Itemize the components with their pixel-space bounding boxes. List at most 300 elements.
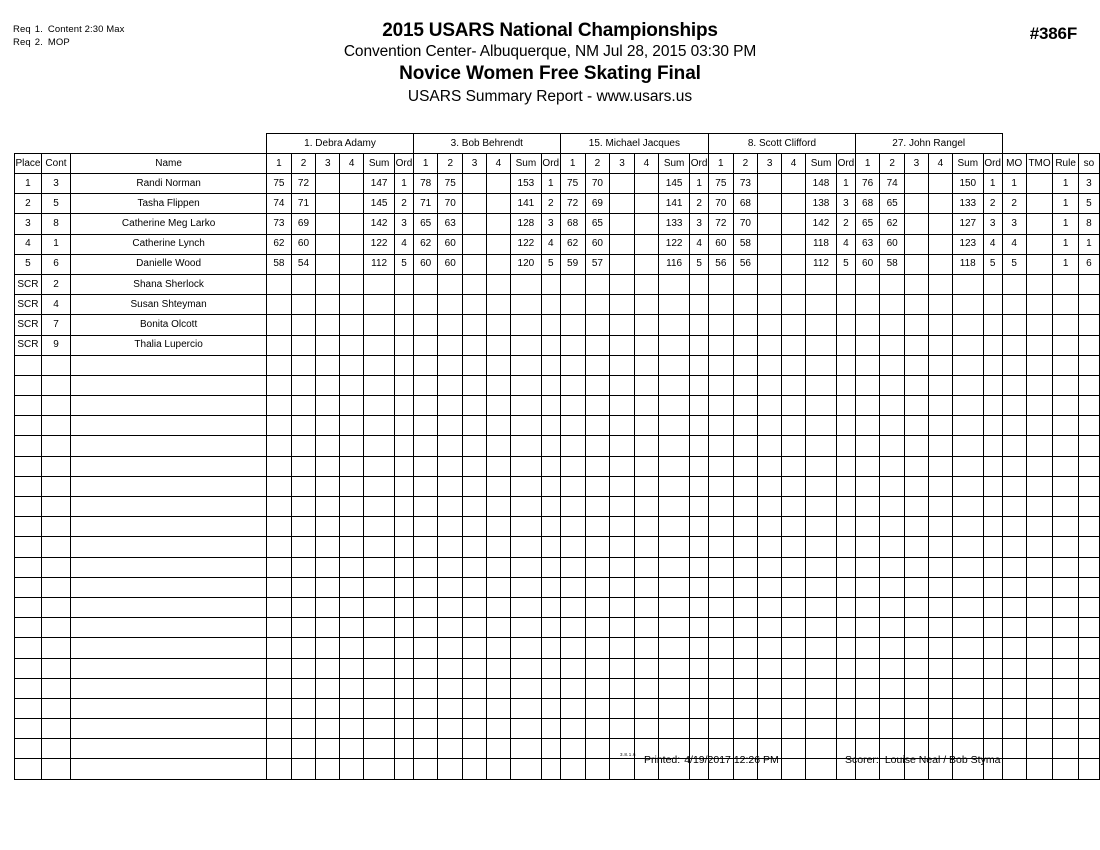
cell-j1-s3	[316, 194, 340, 214]
cell-place: 5	[15, 254, 42, 274]
judge-header-2: 3. Bob Behrendt	[413, 134, 560, 154]
cell-j5-s2: 74	[880, 174, 905, 194]
cell-empty	[836, 416, 855, 436]
cell-empty	[659, 557, 690, 577]
cell-j2-s3	[463, 315, 487, 335]
cell-cont: 1	[41, 234, 70, 254]
printed-stamp	[644, 754, 779, 766]
cell-j3-s4	[634, 315, 658, 335]
cell-empty	[758, 577, 782, 597]
cell-empty	[733, 537, 758, 557]
table-row-empty[interactable]	[15, 638, 1100, 658]
cell-empty	[438, 698, 463, 718]
cell-j5-ord	[983, 274, 1002, 294]
cell-empty	[438, 739, 463, 759]
cell-empty	[782, 739, 806, 759]
cell-empty	[952, 476, 983, 496]
cell-empty	[71, 759, 267, 779]
cell-empty	[413, 638, 438, 658]
cell-j5-ord: 1	[983, 174, 1002, 194]
cell-empty	[316, 557, 340, 577]
cell-empty	[560, 719, 585, 739]
cell-j5-s2	[880, 315, 905, 335]
cell-j2-s2: 60	[438, 254, 463, 274]
col-header-so: so	[1078, 154, 1099, 174]
cell-j1-s1: 75	[267, 174, 292, 194]
cell-j5-sum: 118	[952, 254, 983, 274]
cell-empty	[438, 638, 463, 658]
cell-j5-sum	[952, 335, 983, 355]
cell-j2-s1	[413, 335, 438, 355]
requirement-number: 2.	[34, 36, 43, 48]
col-header-j1-ord: Ord	[395, 154, 414, 174]
table-row-empty[interactable]	[15, 375, 1100, 395]
cell-j2-s1: 78	[413, 174, 438, 194]
cell-empty	[806, 436, 837, 456]
cell-empty	[610, 436, 634, 456]
cell-empty	[659, 618, 690, 638]
cell-j2-s4	[486, 274, 510, 294]
cell-j3-s2: 70	[585, 174, 610, 194]
cell-j1-ord: 3	[395, 214, 414, 234]
cell-empty	[316, 739, 340, 759]
cell-cont: 8	[41, 214, 70, 234]
judge-band-spacer	[15, 134, 267, 154]
cell-j1-s3	[316, 214, 340, 234]
cell-j2-s4	[486, 194, 510, 214]
cell-place: SCR	[15, 315, 42, 335]
cell-empty	[1026, 355, 1053, 375]
table-row-empty[interactable]	[15, 577, 1100, 597]
cell-empty	[1053, 719, 1079, 739]
cell-empty	[41, 719, 70, 739]
cell-empty	[267, 577, 292, 597]
table-row-empty[interactable]	[15, 537, 1100, 557]
cell-j4-sum: 148	[806, 174, 837, 194]
cell-empty	[634, 416, 658, 436]
cell-j2-ord: 4	[541, 234, 560, 254]
cell-rule	[1053, 274, 1079, 294]
cell-j1-s2	[291, 335, 316, 355]
cell-empty	[15, 355, 42, 375]
cell-empty	[758, 497, 782, 517]
cell-j1-sum: 112	[364, 254, 395, 274]
table-row-empty[interactable]	[15, 597, 1100, 617]
cell-j3-sum: 141	[659, 194, 690, 214]
cell-empty	[1053, 456, 1079, 476]
cell-empty	[541, 618, 560, 638]
printed-label: Printed:	[644, 754, 681, 766]
cell-empty	[15, 658, 42, 678]
cell-empty	[340, 537, 364, 557]
cell-empty	[1002, 396, 1026, 416]
cell-empty	[364, 537, 395, 557]
cell-empty	[340, 497, 364, 517]
cell-empty	[709, 597, 734, 617]
cell-empty	[880, 618, 905, 638]
cell-empty	[316, 618, 340, 638]
cell-empty	[952, 456, 983, 476]
cell-empty	[486, 698, 510, 718]
cell-empty	[71, 698, 267, 718]
table-row-empty[interactable]	[15, 719, 1100, 739]
cell-empty	[510, 638, 541, 658]
cell-empty	[71, 436, 267, 456]
col-header-j1-4: 4	[340, 154, 364, 174]
cell-empty	[1026, 618, 1053, 638]
cell-empty	[541, 557, 560, 577]
cell-empty	[560, 355, 585, 375]
cell-empty	[41, 698, 70, 718]
cell-j4-s1: 72	[709, 214, 734, 234]
cell-empty	[486, 638, 510, 658]
cell-empty	[782, 476, 806, 496]
cell-empty	[15, 739, 42, 759]
cell-empty	[364, 476, 395, 496]
cell-j2-s3	[463, 295, 487, 315]
cell-empty	[904, 638, 928, 658]
cell-empty	[690, 658, 709, 678]
cell-empty	[904, 577, 928, 597]
cell-empty	[690, 355, 709, 375]
col-header-j3-3: 3	[610, 154, 634, 174]
cell-j4-ord	[836, 274, 855, 294]
cell-j1-ord: 2	[395, 194, 414, 214]
cell-j3-s1	[560, 295, 585, 315]
cell-j1-s2: 71	[291, 194, 316, 214]
cell-j4-s2: 73	[733, 174, 758, 194]
cell-empty	[782, 658, 806, 678]
cell-empty	[758, 597, 782, 617]
cell-empty	[15, 759, 42, 779]
cell-j5-s1	[855, 295, 880, 315]
cell-empty	[758, 557, 782, 577]
cell-j5-sum: 123	[952, 234, 983, 254]
cell-empty	[438, 557, 463, 577]
cell-empty	[316, 537, 340, 557]
cell-cont: 5	[41, 194, 70, 214]
cell-empty	[983, 517, 1002, 537]
cell-empty	[952, 355, 983, 375]
cell-empty	[690, 375, 709, 395]
cell-empty	[395, 476, 414, 496]
cell-empty	[659, 396, 690, 416]
requirement-text: MOP	[47, 36, 70, 48]
cell-j5-s3	[904, 174, 928, 194]
cell-empty	[510, 698, 541, 718]
cell-empty	[585, 355, 610, 375]
cell-empty	[610, 456, 634, 476]
cell-empty	[463, 597, 487, 617]
cell-empty	[1053, 396, 1079, 416]
cell-j3-s2	[585, 295, 610, 315]
cell-empty	[928, 577, 952, 597]
cell-empty	[634, 436, 658, 456]
cell-empty	[610, 759, 634, 779]
table-row-empty[interactable]	[15, 456, 1100, 476]
cell-j5-s3	[904, 274, 928, 294]
cell-empty	[71, 476, 267, 496]
cell-empty	[71, 497, 267, 517]
cell-empty	[340, 658, 364, 678]
cell-empty	[340, 698, 364, 718]
cell-empty	[610, 638, 634, 658]
cell-empty	[15, 698, 42, 718]
requirement-label: Req	[13, 36, 31, 48]
cell-empty	[1078, 739, 1099, 759]
cell-empty	[1078, 497, 1099, 517]
cell-empty	[340, 355, 364, 375]
cell-empty	[659, 416, 690, 436]
cell-empty	[585, 597, 610, 617]
cell-empty	[71, 375, 267, 395]
cell-j1-s4	[340, 214, 364, 234]
cell-j2-s4	[486, 254, 510, 274]
cell-empty	[486, 456, 510, 476]
cell-j1-ord: 5	[395, 254, 414, 274]
cell-j4-s1	[709, 295, 734, 315]
cell-j2-ord	[541, 295, 560, 315]
cell-empty	[438, 759, 463, 779]
cell-empty	[806, 618, 837, 638]
cell-j5-s3	[904, 335, 928, 355]
cell-empty	[880, 678, 905, 698]
cell-empty	[733, 517, 758, 537]
cell-j4-sum: 112	[806, 254, 837, 274]
table-row-empty[interactable]	[15, 396, 1100, 416]
cell-empty	[1078, 719, 1099, 739]
cell-empty	[690, 678, 709, 698]
cell-empty	[1026, 476, 1053, 496]
cell-j3-s4	[634, 295, 658, 315]
table-row[interactable]	[15, 274, 1100, 294]
table-row[interactable]	[15, 254, 1100, 274]
cell-empty	[1078, 638, 1099, 658]
cell-empty	[316, 577, 340, 597]
cell-empty	[1002, 416, 1026, 436]
cell-empty	[15, 638, 42, 658]
cell-j3-s3	[610, 335, 634, 355]
cell-empty	[806, 739, 837, 759]
cell-empty	[71, 537, 267, 557]
cell-empty	[1002, 517, 1026, 537]
cell-so	[1078, 295, 1099, 315]
table-row-empty[interactable]	[15, 497, 1100, 517]
cell-j3-s3	[610, 234, 634, 254]
cell-empty	[463, 698, 487, 718]
cell-j4-s3	[758, 194, 782, 214]
cell-empty	[340, 517, 364, 537]
cell-empty	[395, 375, 414, 395]
cell-j4-ord: 5	[836, 254, 855, 274]
cell-empty	[486, 678, 510, 698]
cell-cont: 3	[41, 174, 70, 194]
cell-empty	[15, 557, 42, 577]
cell-empty	[1053, 638, 1079, 658]
cell-j1-s3	[316, 295, 340, 315]
cell-j5-s3	[904, 234, 928, 254]
cell-empty	[855, 577, 880, 597]
col-header-name: Name	[71, 154, 267, 174]
cell-empty	[560, 476, 585, 496]
cell-j1-s2: 54	[291, 254, 316, 274]
cell-empty	[340, 678, 364, 698]
table-row[interactable]	[15, 335, 1100, 355]
cell-empty	[340, 597, 364, 617]
cell-j1-ord	[395, 315, 414, 335]
table-row-empty[interactable]	[15, 436, 1100, 456]
cell-empty	[395, 436, 414, 456]
cell-empty	[928, 537, 952, 557]
cell-empty	[634, 537, 658, 557]
cell-empty	[291, 396, 316, 416]
table-row[interactable]	[15, 194, 1100, 214]
cell-empty	[610, 719, 634, 739]
cell-empty	[928, 698, 952, 718]
table-row[interactable]	[15, 174, 1100, 194]
cell-empty	[71, 355, 267, 375]
cell-empty	[340, 375, 364, 395]
cell-empty	[952, 597, 983, 617]
cell-j1-s4	[340, 274, 364, 294]
col-header-j4-4: 4	[782, 154, 806, 174]
table-row[interactable]	[15, 234, 1100, 254]
cell-empty	[659, 476, 690, 496]
cell-empty	[364, 355, 395, 375]
cell-j1-sum	[364, 315, 395, 335]
cell-empty	[364, 497, 395, 517]
cell-j4-ord: 3	[836, 194, 855, 214]
cell-empty	[438, 497, 463, 517]
cell-j4-sum: 118	[806, 234, 837, 254]
cell-empty	[904, 396, 928, 416]
cell-empty	[610, 416, 634, 436]
cell-empty	[71, 456, 267, 476]
event-title: Novice Women Free Skating Final	[399, 63, 701, 84]
cell-j4-s2: 68	[733, 194, 758, 214]
cell-empty	[413, 416, 438, 436]
cell-empty	[413, 597, 438, 617]
col-header-j2-2: 2	[438, 154, 463, 174]
cell-empty	[1002, 557, 1026, 577]
cell-j4-s2: 70	[733, 214, 758, 234]
cell-empty	[560, 597, 585, 617]
cell-empty	[983, 719, 1002, 739]
cell-j1-s4	[340, 254, 364, 274]
cell-mo: 5	[1002, 254, 1026, 274]
table-row-empty[interactable]	[15, 698, 1100, 718]
table-row-empty[interactable]	[15, 355, 1100, 375]
cell-empty	[952, 698, 983, 718]
table-row[interactable]	[15, 295, 1100, 315]
table-row-empty[interactable]	[15, 557, 1100, 577]
cell-j3-s2	[585, 335, 610, 355]
cell-j5-s1: 68	[855, 194, 880, 214]
cell-empty	[610, 557, 634, 577]
cell-j1-s4	[340, 295, 364, 315]
cell-empty	[904, 597, 928, 617]
cell-j2-s2: 70	[438, 194, 463, 214]
cell-empty	[438, 537, 463, 557]
cell-j5-sum: 127	[952, 214, 983, 234]
cell-empty	[983, 476, 1002, 496]
cell-empty	[541, 375, 560, 395]
cell-empty	[904, 355, 928, 375]
cell-empty	[585, 396, 610, 416]
cell-empty	[560, 396, 585, 416]
table-row-empty[interactable]	[15, 416, 1100, 436]
cell-empty	[610, 396, 634, 416]
table-row[interactable]	[15, 214, 1100, 234]
cell-empty	[806, 517, 837, 537]
cell-empty	[1053, 658, 1079, 678]
cell-j3-s2: 57	[585, 254, 610, 274]
cell-empty	[560, 456, 585, 476]
cell-empty	[41, 577, 70, 597]
cell-place: SCR	[15, 274, 42, 294]
cell-j5-sum	[952, 295, 983, 315]
cell-empty	[952, 375, 983, 395]
cell-empty	[952, 638, 983, 658]
table-row-empty[interactable]	[15, 517, 1100, 537]
cell-empty	[510, 577, 541, 597]
cell-empty	[510, 719, 541, 739]
cell-j1-s2: 72	[291, 174, 316, 194]
cell-name: Bonita Olcott	[71, 315, 267, 335]
cell-j3-ord: 1	[690, 174, 709, 194]
cell-empty	[904, 698, 928, 718]
cell-empty	[855, 678, 880, 698]
cell-j5-s2: 65	[880, 194, 905, 214]
cell-j5-s1: 60	[855, 254, 880, 274]
cell-empty	[904, 658, 928, 678]
cell-empty	[364, 456, 395, 476]
cell-empty	[291, 416, 316, 436]
table-row-empty[interactable]	[15, 618, 1100, 638]
cell-j5-s4	[928, 234, 952, 254]
table-row-empty[interactable]	[15, 476, 1100, 496]
cell-empty	[1002, 375, 1026, 395]
cell-empty	[806, 375, 837, 395]
cell-j1-s3	[316, 234, 340, 254]
cell-j5-s1: 65	[855, 214, 880, 234]
judge-band-row	[15, 134, 1100, 154]
cell-empty	[364, 618, 395, 638]
cell-empty	[486, 355, 510, 375]
cell-j4-s1: 70	[709, 194, 734, 214]
cell-empty	[758, 698, 782, 718]
cell-j3-s4	[634, 274, 658, 294]
cell-j5-s4	[928, 315, 952, 335]
cell-empty	[486, 436, 510, 456]
cell-empty	[316, 759, 340, 779]
table-row[interactable]	[15, 315, 1100, 335]
table-row-empty[interactable]	[15, 678, 1100, 698]
cell-empty	[855, 355, 880, 375]
cell-empty	[395, 597, 414, 617]
cell-j5-s1	[855, 315, 880, 335]
cell-empty	[733, 436, 758, 456]
cell-j2-sum: 122	[510, 234, 541, 254]
cell-empty	[41, 396, 70, 416]
cell-empty	[340, 396, 364, 416]
cell-so: 3	[1078, 174, 1099, 194]
cell-empty	[71, 739, 267, 759]
table-row-empty[interactable]	[15, 658, 1100, 678]
cell-empty	[1078, 436, 1099, 456]
col-header-j2-1: 1	[413, 154, 438, 174]
col-header-j5-4: 4	[928, 154, 952, 174]
